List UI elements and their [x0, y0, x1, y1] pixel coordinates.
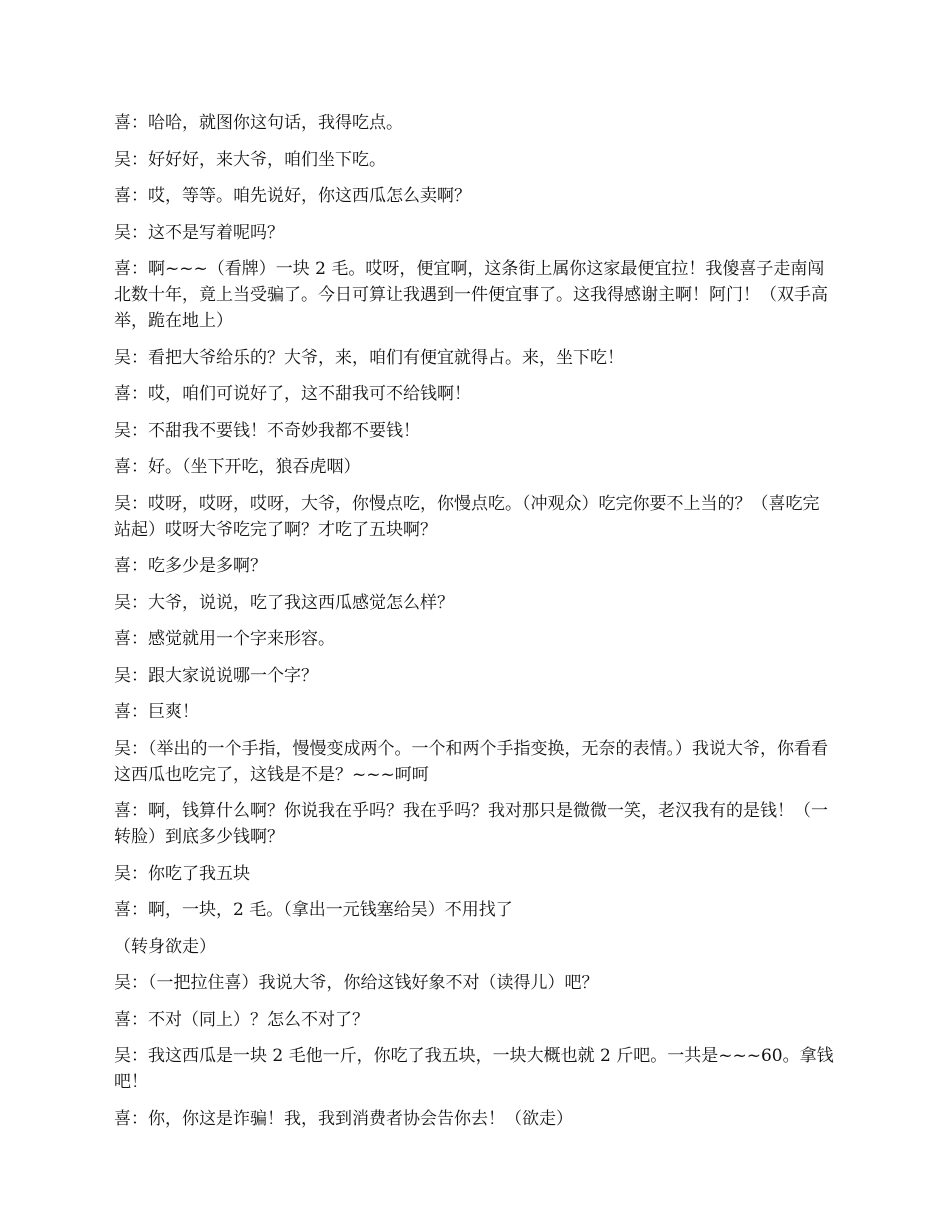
paragraph: 喜：哎，等等。咱先说好，你这西瓜怎么卖啊？	[114, 186, 471, 206]
paragraph: 喜：巨爽！	[114, 702, 199, 722]
paragraph: 喜：你，你这是诈骗！我，我到消费者协会告你去！（欲走）	[114, 1108, 573, 1129]
paragraph: 吴：（举出的一个手指，慢慢变成两个。一个和两个手指变换，无奈的表情。）我说大爷，你看看这西瓜也吃完了，这钱是不是？~~~呵呵	[114, 738, 828, 785]
paragraph: 吴：你吃了我五块	[114, 863, 250, 884]
paragraph: 吴：跟大家说说哪一个字？	[114, 665, 318, 686]
paragraph: 喜：感觉就用一个字来形容。	[114, 629, 335, 649]
paragraph: 喜：不对（同上）？怎么不对了？	[114, 1009, 369, 1030]
paragraph: 喜：哈哈，就图你这句话，我得吃点。	[114, 113, 403, 133]
paragraph: 吴：不甜我不要钱！不奇妙我都不要钱！	[114, 420, 420, 441]
paragraph: （转身欲走）	[114, 936, 216, 957]
paragraph: 吴：（一把拉住喜）我说大爷，你给这钱好象不对（读得儿）吧？	[114, 973, 599, 993]
paragraph: 喜：啊，钱算什么啊？你说我在乎吗？我在乎吗？我对那只是微微一笑，老汉我有的是钱！（一转脸）到底多少钱啊？	[114, 801, 828, 847]
paragraph: 喜：好。（坐下开吃，狼吞虎咽）	[114, 457, 361, 477]
dialogue-text	[114, 110, 836, 1142]
paragraph: 吴：我这西瓜是一块 2 毛他一斤，你吃了我五块，一块大概也就 2 斤吧。一共是~~~60。拿钱吧！	[114, 1046, 834, 1092]
paragraph: 吴：大爷，说说，吃了我这西瓜感觉怎么样？	[114, 592, 454, 613]
paragraph: 喜：吃多少是多啊？	[114, 556, 267, 576]
paragraph: 喜：哎，咱们可说好了，这不甜我可不给钱啊！	[114, 384, 471, 404]
paragraph: 喜：啊~~~（看牌）一块 2 毛。哎呀，便宜啊，这条街上属你这家最便宜拉！我傻喜子走南闯北数十年，竟上当受骗了。今日可算让我遇到一件便宜事了。这我得感谢主啊！阿门！（双手高举，跪在地上）	[114, 259, 828, 331]
paragraph: 吴：看把大爷给乐的？大爷，来，咱们有便宜就得占。来，坐下吃！	[114, 347, 624, 368]
paragraph: 吴：好好好，来大爷，咱们坐下吃。	[114, 149, 386, 170]
paragraph: 喜：啊，一块，2 毛。（拿出一元钱塞给吴）不用找了	[114, 900, 513, 920]
paragraph: 吴：这不是写着呢吗？	[114, 222, 284, 243]
paragraph: 吴：哎呀，哎呀，哎呀，大爷，你慢点吃，你慢点吃。（冲观众）吃完你要不上当的？（喜吃完站起）哎呀大爷吃完了啊？才吃了五块啊？	[114, 493, 820, 540]
